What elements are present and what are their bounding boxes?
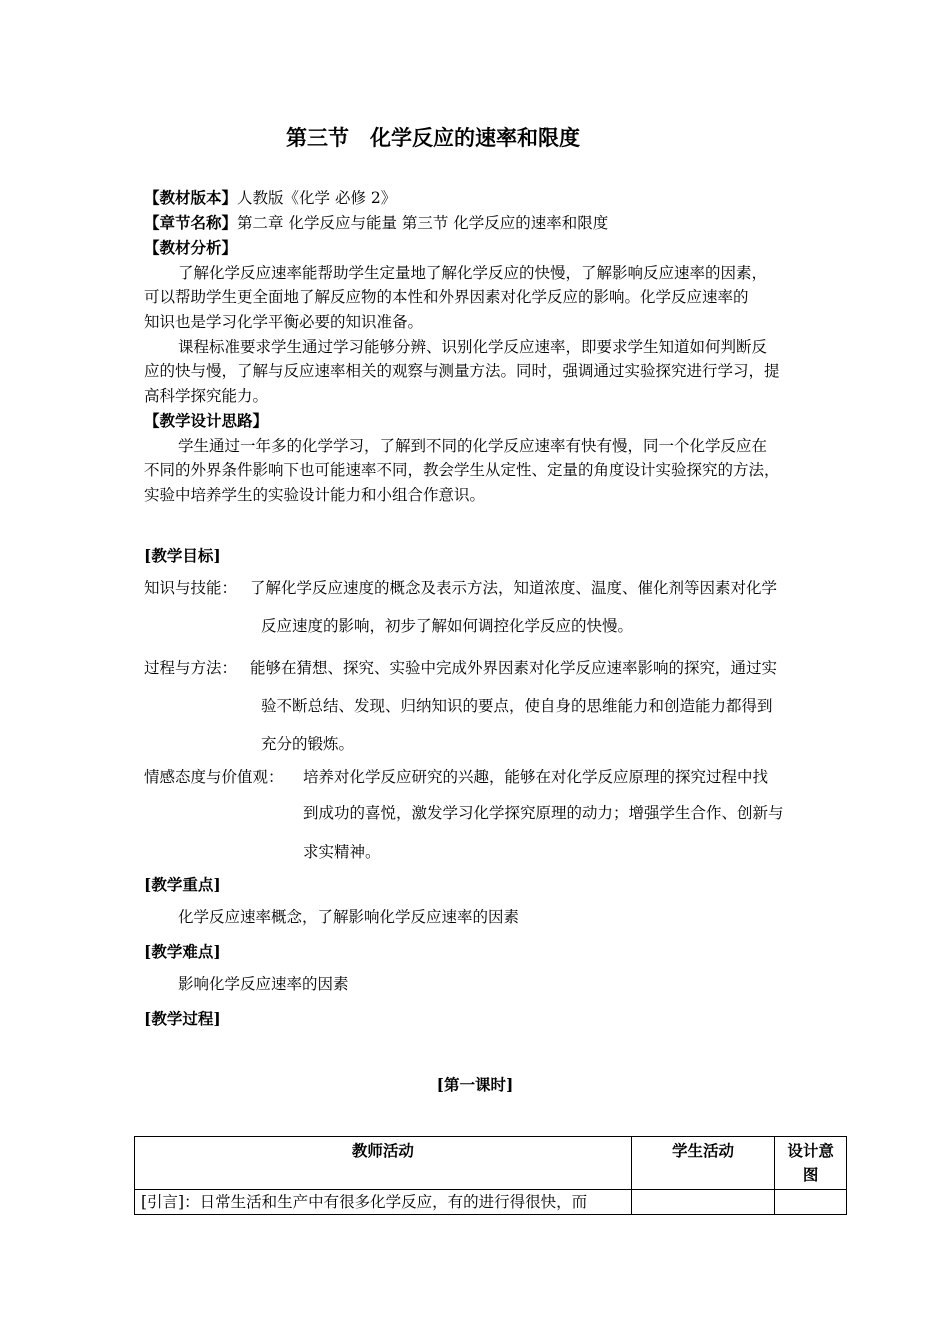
edition-line <box>144 186 396 210</box>
chapter-line <box>144 211 608 235</box>
lesson-heading: [第一课时] <box>436 1075 514 1094</box>
process-heading: [教学过程] <box>144 1009 221 1028</box>
analysis-p1-line: 可以帮助学生更全面地了解反应物的本性和外界因素对化学反应的影响。化学反应速率的 <box>144 288 749 306</box>
analysis-p2-line: 应的快与慢，了解与反应速率相关的观察与测量方法。同时，强调通过实验探究进行学习，提 <box>144 362 780 380</box>
edition-label: 【教材版本】 <box>144 188 238 207</box>
emotion-label: 情感态度与价值观： <box>144 768 284 786</box>
analysis-p2-line: 课程标准要求学生通过学习能够分辨、识别化学反应速率，即要求学生知道如何判断反 <box>178 338 768 356</box>
table-row <box>135 1190 847 1215</box>
table-header-row <box>135 1137 847 1190</box>
header-teacher-activity: 教师活动 <box>135 1137 632 1190</box>
key-point-heading: [教学重点] <box>144 875 221 894</box>
chapter-value: 第二章 化学反应与能量 第三节 化学反应的速率和限度 <box>237 214 609 232</box>
analysis-p1-line: 知识也是学习化学平衡必要的知识准备。 <box>144 313 424 331</box>
design-line: 实验中培养学生的实验设计能力和小组合作意识。 <box>144 486 486 504</box>
objectives-heading: [教学目标] <box>144 546 221 565</box>
emotion-line: 求实精神。 <box>303 843 381 861</box>
edition-value: 人教版《化学 必修 2》 <box>237 189 397 207</box>
difficulty-heading: [教学难点] <box>144 942 221 961</box>
chapter-label: 【章节名称】 <box>144 213 238 232</box>
process-line: 充分的锻炼。 <box>261 735 355 753</box>
teacher-activity-cell: [引言]：日常生活和生产中有很多化学反应，有的进行得很快，而 <box>135 1190 632 1215</box>
student-activity-cell <box>631 1190 774 1215</box>
analysis-heading: 【教材分析】 <box>144 238 238 257</box>
design-heading: 【教学设计思路】 <box>144 411 269 430</box>
header-design-intent: 设计意图 <box>775 1137 847 1190</box>
knowledge-line: 反应速度的影响，初步了解如何调控化学反应的快慢。 <box>261 617 634 635</box>
knowledge-label: 知识与技能： <box>144 579 238 597</box>
analysis-p2-line: 高科学探究能力。 <box>144 387 269 405</box>
process-line: 验不断总结、发现、归纳知识的要点，使自身的思维能力和创造能力都得到 <box>261 697 773 715</box>
design-line: 学生通过一年多的化学学习，了解到不同的化学反应速率有快有慢，同一个化学反应在 <box>178 437 768 455</box>
difficulty-text: 影响化学反应速率的因素 <box>178 975 349 993</box>
analysis-p1-line: 了解化学反应速率能帮助学生定量地了解化学反应的快慢，了解影响反应速率的因素， <box>178 264 768 282</box>
emotion-line: 培养对化学反应研究的兴趣，能够在对化学反应原理的探究过程中找 <box>303 768 769 786</box>
knowledge-line: 了解化学反应速度的概念及表示方法，知道浓度、温度、催化剂等因素对化学 <box>250 579 778 597</box>
page-title: 第三节 化学反应的速率和限度 <box>286 125 580 150</box>
header-student-activity: 学生活动 <box>631 1137 774 1190</box>
process-label: 过程与方法： <box>144 659 238 677</box>
lesson-table <box>134 1136 847 1215</box>
emotion-line: 到成功的喜悦，激发学习化学探究原理的动力；增强学生合作、创新与 <box>303 804 784 822</box>
key-point-text: 化学反应速率概念，了解影响化学反应速率的因素 <box>178 908 520 926</box>
design-intent-cell <box>775 1190 847 1215</box>
design-line: 不同的外界条件影响下也可能速率不同，教会学生从定性、定量的角度设计实验探究的方法， <box>144 461 780 479</box>
process-line: 能够在猜想、探究、实验中完成外界因素对化学反应速率影响的探究，通过实 <box>250 659 778 677</box>
